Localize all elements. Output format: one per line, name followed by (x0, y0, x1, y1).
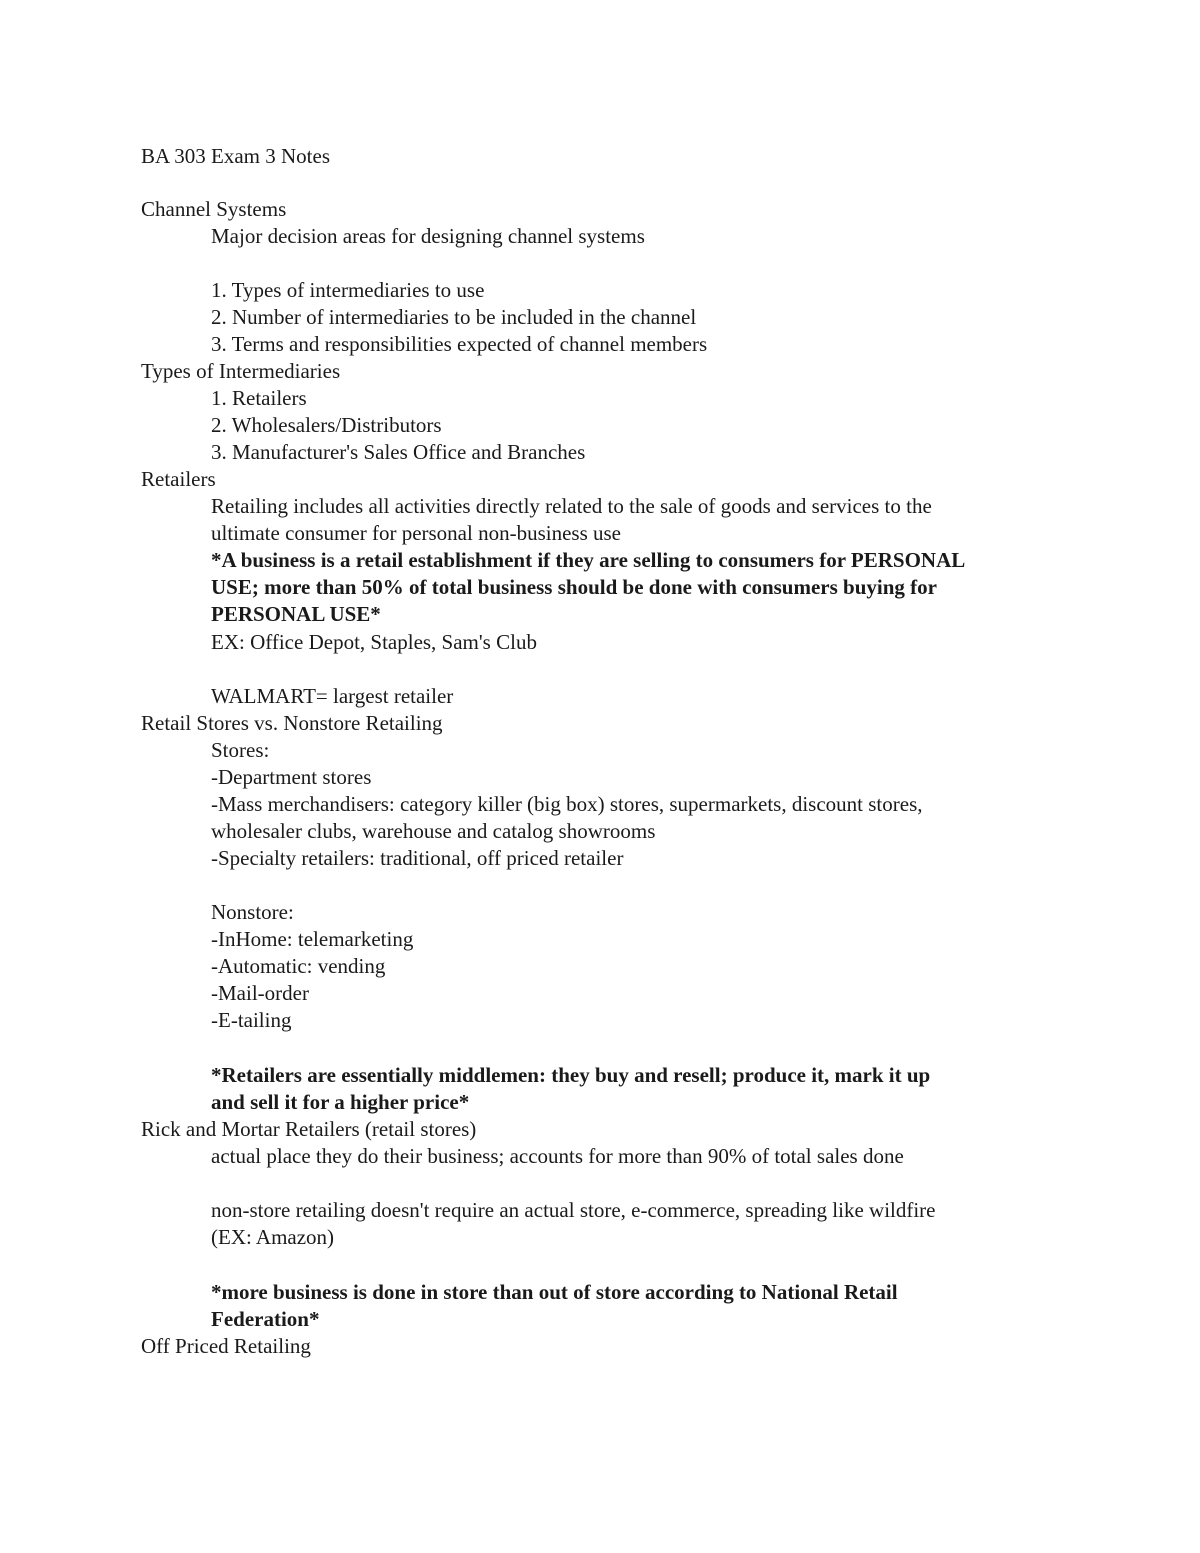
text-line: non-store retailing doesn't require an actual store, e-commerce, spreading like wildfire (211, 1198, 936, 1222)
section-heading-channel-systems: Channel Systems (141, 197, 287, 221)
text-line: WALMART= largest retailer (211, 684, 454, 708)
list-item: -Mail-order (211, 981, 309, 1005)
bold-note-line: *more business is done in store than out of store according to National Retail (211, 1280, 898, 1304)
section-heading-rick-and-mortar: Rick and Mortar Retailers (retail stores) (141, 1117, 477, 1141)
bold-note-line: *Retailers are essentially middlemen: they buy and resell; produce it, mark it up (211, 1063, 931, 1087)
list-item: -Automatic: vending (211, 954, 386, 978)
list-item: 2. Number of intermediaries to be included in the channel (211, 305, 697, 329)
text-line: Stores: (211, 738, 270, 762)
list-item: -Mass merchandisers: category killer (big box) stores, supermarkets, discount stores, (211, 792, 923, 816)
section-heading-off-priced-retailing: Off Priced Retailing (141, 1334, 311, 1358)
section-heading-retail-stores: Retail Stores vs. Nonstore Retailing (141, 711, 443, 735)
bold-note-line: USE; more than 50% of total business should be done with consumers buying for (211, 575, 937, 599)
list-item: 2. Wholesalers/Distributors (211, 413, 442, 437)
list-item: 1. Types of intermediaries to use (211, 278, 485, 302)
text-line: actual place they do their business; accounts for more than 90% of total sales done (211, 1144, 904, 1168)
section-heading-retailers: Retailers (141, 467, 216, 491)
text-line: Major decision areas for designing channel systems (211, 224, 645, 248)
list-item: 3. Manufacturer's Sales Office and Branches (211, 440, 586, 464)
list-item: 1. Retailers (211, 386, 307, 410)
list-item: -Department stores (211, 765, 372, 789)
list-item: -Specialty retailers: traditional, off priced retailer (211, 846, 624, 870)
text-line: EX: Office Depot, Staples, Sam's Club (211, 630, 537, 654)
bold-note-line: and sell it for a higher price* (211, 1090, 470, 1114)
section-heading-types-of-intermediaries: Types of Intermediaries (141, 359, 341, 383)
list-item: wholesaler clubs, warehouse and catalog showrooms (211, 819, 656, 843)
list-item: -E-tailing (211, 1008, 292, 1032)
list-item: 3. Terms and responsibilities expected of channel members (211, 332, 708, 356)
list-item: -InHome: telemarketing (211, 927, 414, 951)
bold-note-line: PERSONAL USE* (211, 602, 381, 626)
text-line: (EX: Amazon) (211, 1225, 335, 1249)
bold-note-line: *A business is a retail establishment if they are selling to consumers for PERSONAL (211, 548, 966, 572)
text-line: Retailing includes all activities directly related to the sale of goods and services to the (211, 494, 932, 518)
text-line: ultimate consumer for personal non-business use (211, 521, 621, 545)
bold-note-line: Federation* (211, 1307, 320, 1331)
text-line: Nonstore: (211, 900, 294, 924)
document-title: BA 303 Exam 3 Notes (141, 144, 330, 168)
